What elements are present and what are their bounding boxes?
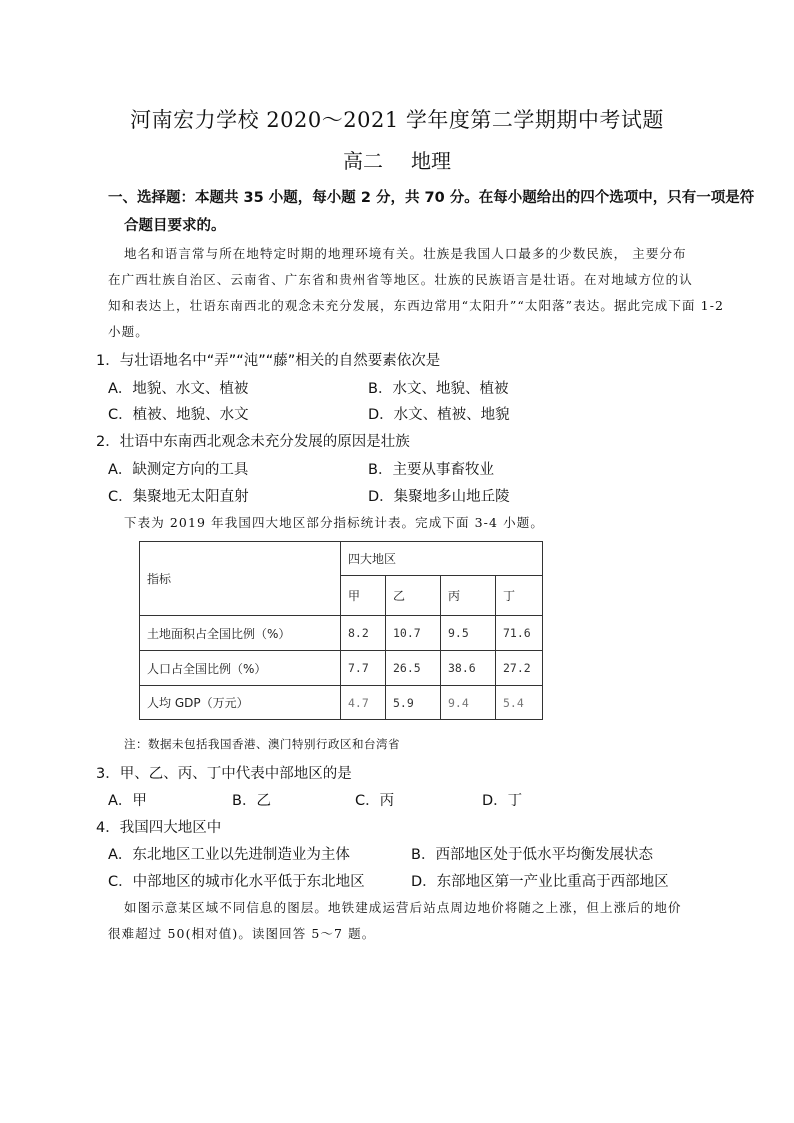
indicator-header: 指标: [140, 542, 341, 616]
question-2-option-b[interactable]: B．主要从事畜牧业: [368, 462, 494, 478]
table-row: [140, 616, 543, 651]
table-row: [140, 651, 543, 686]
section-heading-cont: 合题目要求的。: [124, 218, 226, 234]
question-3-option-b[interactable]: B．乙: [232, 793, 271, 809]
table-cell: 9.4: [441, 686, 496, 720]
question-2-option-d[interactable]: D．集聚地多山地丘陵: [368, 489, 510, 505]
question-4-option-b[interactable]: B．西部地区处于低水平均衡发展状态: [411, 847, 653, 863]
region-name: 乙: [386, 576, 441, 616]
row-label: 人口占全国比例（%）: [140, 651, 341, 686]
question-3-stem: 3．甲、乙、丙、丁中代表中部地区的是: [96, 766, 352, 782]
question-2-option-a[interactable]: A．缺测定方向的工具: [108, 462, 249, 478]
question-3-option-d[interactable]: D．丁: [482, 793, 523, 809]
question-1-stem: 1．与壮语地名中“弄”“沌”“藤”相关的自然要素依次是: [96, 353, 441, 369]
row-label: 土地面积占全国比例（%）: [140, 616, 341, 651]
intro-paragraph-line: 小题。: [108, 324, 149, 339]
question-4-stem: 4．我国四大地区中: [96, 820, 222, 836]
intro-paragraph-line: 地名和语言常与所在地特定时期的地理环境有关。壮族是我国人口最多的少数民族， 主要分布: [124, 246, 687, 261]
question-2-option-c[interactable]: C．集聚地无太阳直射: [108, 489, 249, 505]
row-label: 人均 GDP（万元）: [140, 686, 341, 720]
region-header: 四大地区: [341, 542, 543, 576]
table-header-row: [140, 542, 543, 576]
table-cell: 8.2: [341, 616, 386, 651]
question-2-stem: 2．壮语中东南西北观念未充分发展的原因是壮族: [96, 434, 410, 450]
table-cell: 10.7: [386, 616, 441, 651]
region-name: 甲: [341, 576, 386, 616]
question-4-option-a[interactable]: A．东北地区工业以先进制造业为主体: [108, 847, 350, 863]
table-cell: 5.9: [386, 686, 441, 720]
table-intro: 下表为 2019 年我国四大地区部分指标统计表。完成下面 3-4 小题。: [124, 515, 544, 530]
question-1-option-a[interactable]: A．地貌、水文、植被: [108, 381, 249, 397]
table-note: 注：数据未包括我国香港、澳门特别行政区和台湾省: [124, 737, 400, 751]
page-title: 河南宏力学校 2020～2021 学年度第二学期期中考试题: [130, 108, 664, 132]
question-4-option-c[interactable]: C．中部地区的城市化水平低于东北地区: [108, 874, 365, 890]
map-intro-line: 很难超过 50(相对值)。读图回答 5～7 题。: [108, 926, 376, 941]
intro-paragraph-line: 在广西壮族自治区、云南省、广东省和贵州省等地区。壮族的民族语言是壮语。在对地域方位的认: [108, 272, 693, 287]
subject-label: 地理: [411, 149, 451, 173]
grade-label: 高二: [343, 149, 383, 173]
table-cell: 38.6: [441, 651, 496, 686]
table-cell: 9.5: [441, 616, 496, 651]
question-4-option-d[interactable]: D．东部地区第一产业比重高于西部地区: [411, 874, 669, 890]
region-name: 丁: [496, 576, 543, 616]
table-row: [140, 686, 543, 720]
question-3-option-a[interactable]: A．甲: [108, 793, 147, 809]
question-3-option-c[interactable]: C．丙: [355, 793, 395, 809]
intro-paragraph-line: 知和表达上，壮语东南西北的观念未充分发展，东西边常用“太阳升”“太阳落”表达。据此完成下面 1-2: [108, 298, 725, 313]
table-cell: 7.7: [341, 651, 386, 686]
section-heading: 一、选择题：本题共 35 小题，每小题 2 分，共 70 分。在每小题给出的四个选项中，只有一项是符: [108, 190, 755, 206]
table-cell: 26.5: [386, 651, 441, 686]
table-cell: 71.6: [496, 616, 543, 651]
table-cell: 4.7: [341, 686, 386, 720]
table-cell: 27.2: [496, 651, 543, 686]
page-subtitle: [0, 145, 794, 174]
map-intro-line: 如图示意某区域不同信息的图层。地铁建成运营后站点周边地价将随之上涨，但上涨后的地价: [124, 900, 682, 915]
question-1-option-b[interactable]: B．水文、地貌、植被: [368, 381, 509, 397]
table-cell: 5.4: [496, 686, 543, 720]
question-1-option-c[interactable]: C．植被、地貌、水文: [108, 407, 249, 423]
region-name: 丙: [441, 576, 496, 616]
question-1-option-d[interactable]: D．水文、植被、地貌: [368, 407, 510, 423]
statistics-table: [139, 541, 543, 720]
